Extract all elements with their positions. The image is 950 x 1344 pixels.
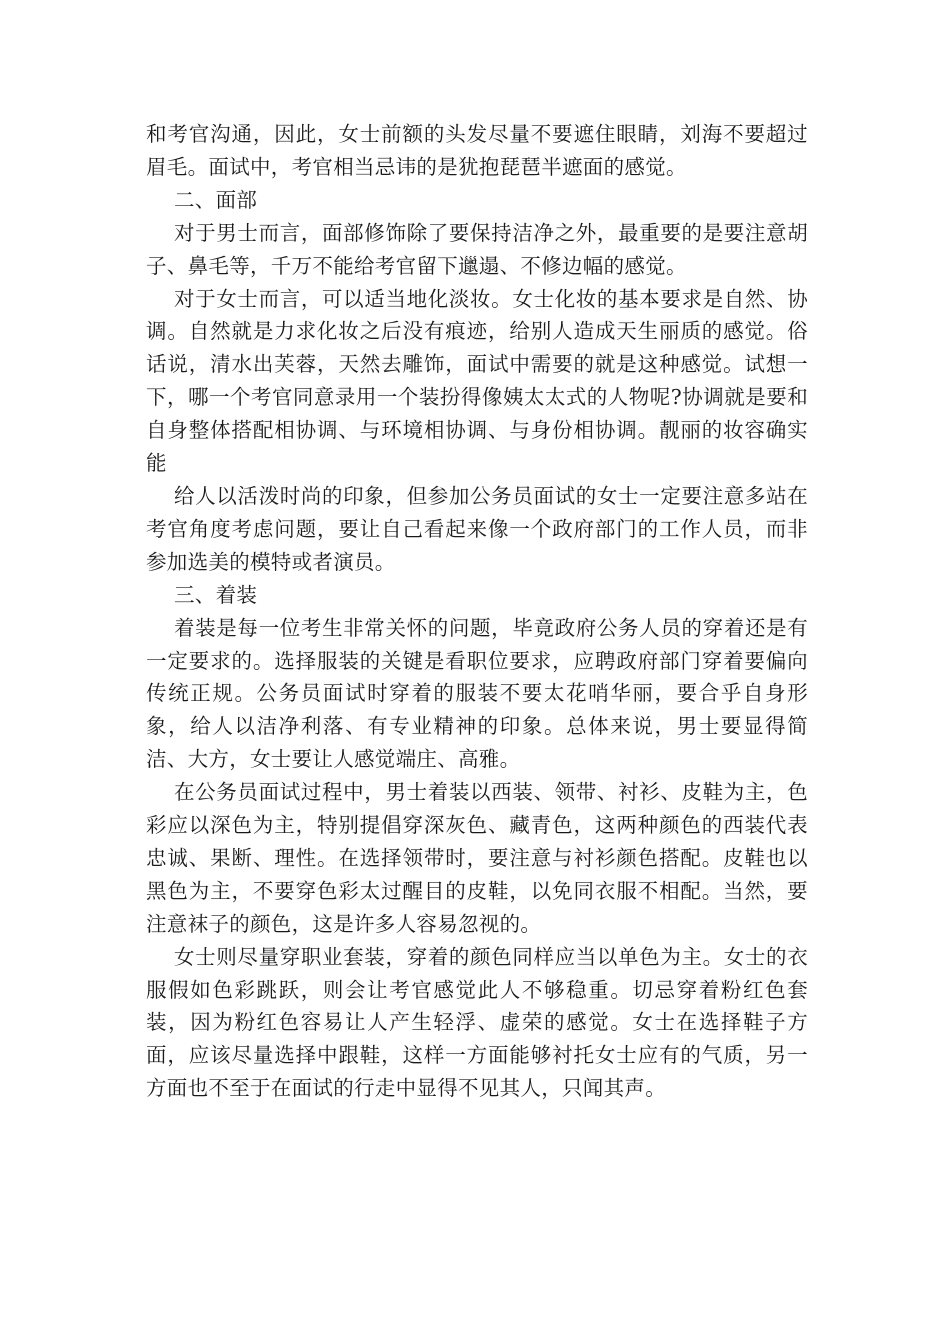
section-heading-attire: 三、着装	[174, 582, 258, 607]
paragraph-hair-continued: 和考官沟通，因此，女士前额的头发尽量不要遮住眼睛，刘海不要超过眉毛。面试中，考官相当忌讳的是犹抱琵琶半遮面的感觉。	[146, 122, 808, 179]
section-heading-face: 二、面部	[174, 187, 258, 212]
paragraph-women-makeup: 对于女士而言，可以适当地化淡妆。女士化妆的基本要求是自然、协调。自然就是力求化妆之后没有痕迹，给别人造成天生丽质的感觉。俗话说，清水出芙蓉，天然去雕饰，面试中需要的就是这种感觉。试想一下，哪一个考官同意录用一个装扮得像姨太太式的人物呢?协调就是要和自身整体搭配相协调、与环境相协调、与身份相协调。靓丽的妆容确实能	[146, 286, 808, 476]
document-body	[146, 118, 808, 1105]
paragraph-women-attire: 女士则尽量穿职业套装，穿着的颜色同样应当以单色为主。女士的衣服假如色彩跳跃，则会让考官感觉此人不够稳重。切忌穿着粉红色套装，因为粉红色容易让人产生轻浮、虚荣的感觉。女士在选择鞋子方面，应该尽量选择中跟鞋，这样一方面能够衬托女士应有的气质，另一方面也不至于在面试的行走中显得不见其人，只闻其声。	[146, 944, 808, 1101]
paragraph-men-attire: 在公务员面试过程中，男士着装以西装、领带、衬衫、皮鞋为主，色彩应以深色为主，特别提倡穿深灰色、藏青色，这两种颜色的西装代表忠诚、果断、理性。在选择领带时，要注意与衬衫颜色搭配。皮鞋也以黑色为主，不要穿色彩太过醒目的皮鞋，以免同衣服不相配。当然，要注意袜子的颜色，这是许多人容易忽视的。	[146, 780, 808, 936]
paragraph-women-impression: 给人以活泼时尚的印象，但参加公务员面试的女士一定要注意多站在考官角度考虑问题，要让自己看起来像一个政府部门的工作人员，而非参加选美的模特或者演员。	[146, 483, 808, 574]
paragraph-men-face: 对于男士而言，面部修饰除了要保持洁净之外，最重要的是要注意胡子、鼻毛等，千万不能给考官留下邋遢、不修边幅的感觉。	[146, 220, 808, 278]
paragraph-attire-general: 着装是每一位考生非常关怀的问题，毕竟政府公务人员的穿着还是有一定要求的。选择服装的关键是看职位要求，应聘政府部门穿着要偏向传统正规。公务员面试时穿着的服装不要太花哨华丽，要合乎自身形象，给人以洁净利落、有专业精神的印象。总体来说，男士要显得简洁、大方，女士要让人感觉端庄、高雅。	[146, 615, 808, 772]
